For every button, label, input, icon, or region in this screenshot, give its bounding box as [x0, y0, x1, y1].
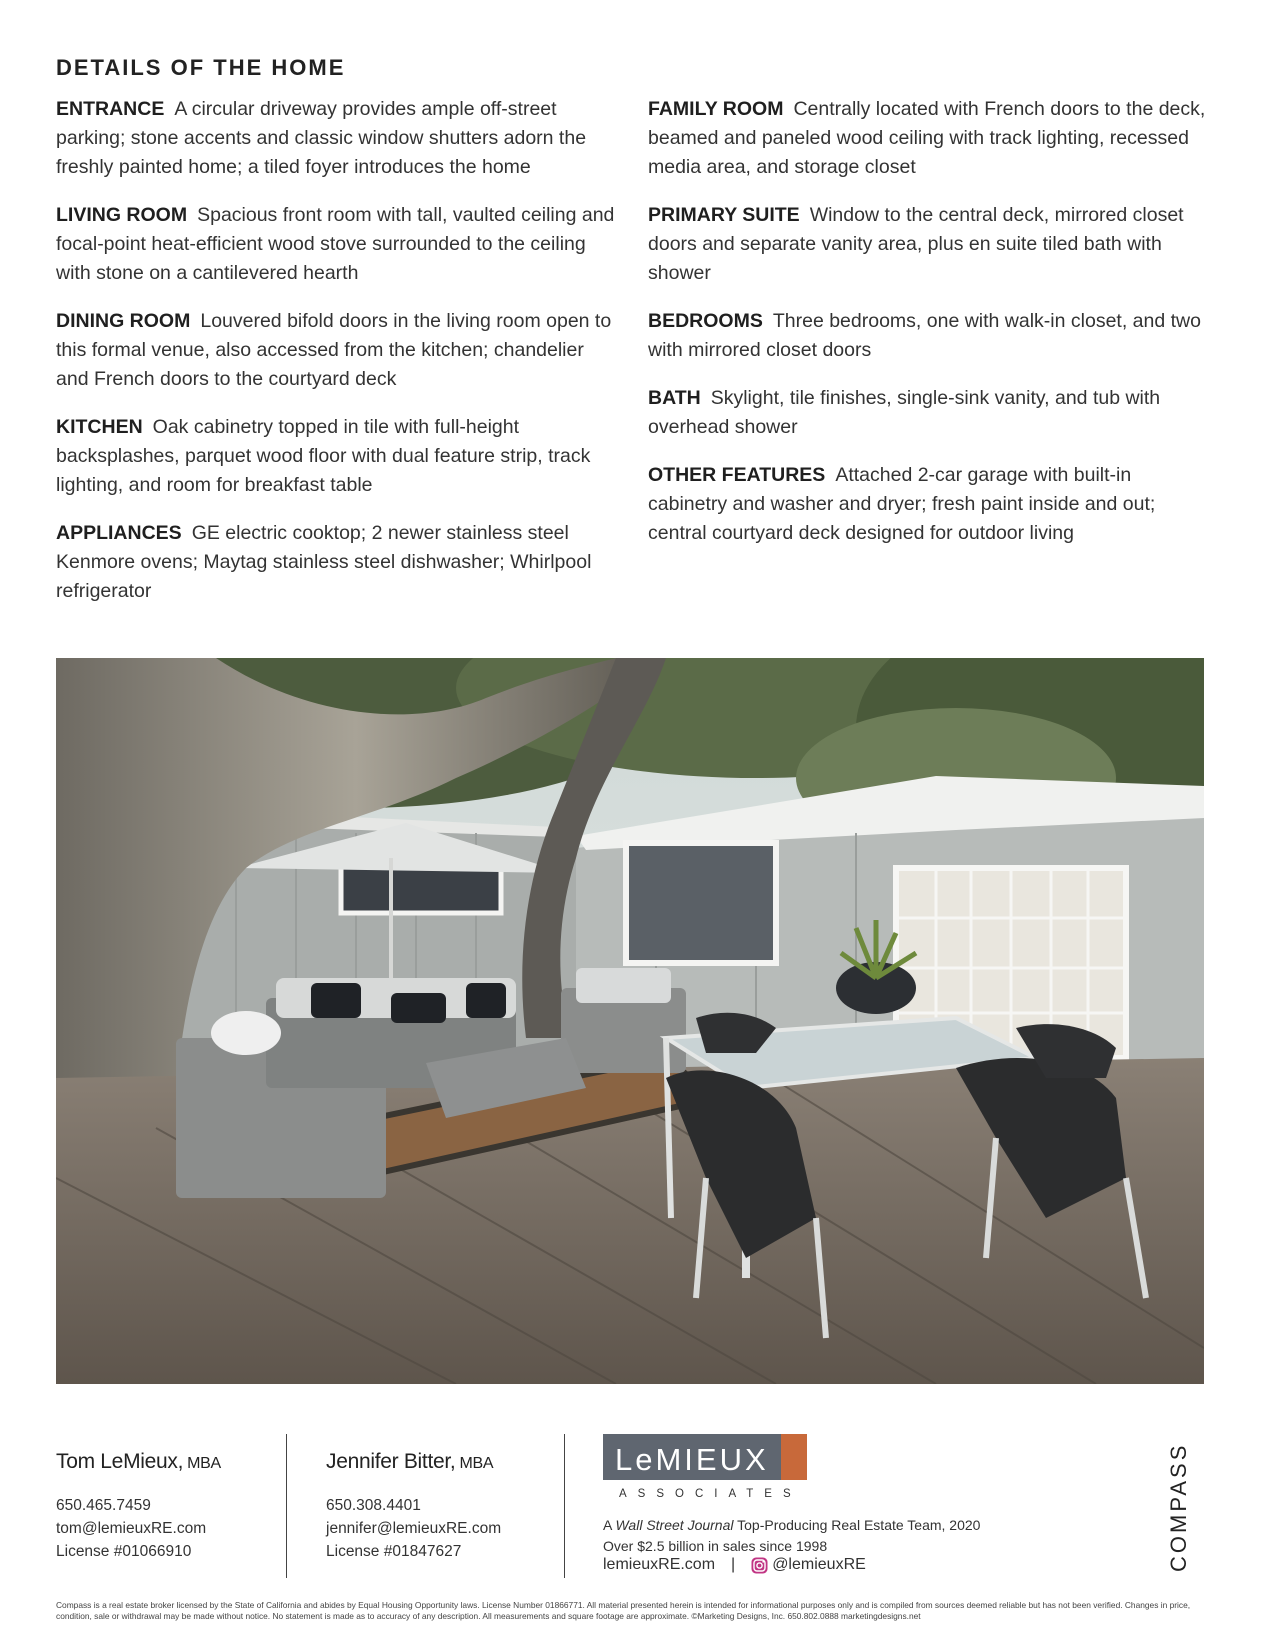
feature-label: LIVING ROOM [56, 204, 188, 226]
feature-label: APPLIANCES [56, 522, 182, 544]
agent-phone[interactable]: 650.465.7459 [56, 1497, 151, 1514]
agent-name: Jennifer Bitter, [326, 1450, 456, 1473]
feature-text: Skylight, tile finishes, single-sink vanity, and tub with overhead shower [648, 387, 1161, 438]
feature-text: Oak cabinetry topped in tile with full-height backsplashes, parquet wood floor with dual feature strip, track lighting, and room for breakfast table [56, 416, 591, 496]
features-right-column [648, 95, 1208, 567]
agent-phone[interactable]: 650.308.4401 [326, 1497, 421, 1514]
agent-card-jennifer [326, 1450, 501, 1563]
feature-bath [648, 384, 1208, 442]
feature-text: Attached 2-car garage with built-in cabinetry and washer and dryer; fresh paint inside and out; central courtyard deck designed for outdoor living [648, 464, 1156, 544]
compass-text: COMPASS [1166, 1442, 1191, 1572]
logo-sub-text: ASSOCIATES [619, 1488, 802, 1500]
feature-kitchen [56, 413, 616, 500]
feature-label: OTHER FEATURES [648, 464, 826, 486]
features-left-column [56, 95, 616, 625]
feature-appliances [56, 519, 616, 606]
brand-tagline: A Wall Street Journal Top-Producing Real Estate Team, 2020 [603, 1517, 981, 1533]
feature-text: Louvered bifold doors in the living room open to this formal venue, also accessed from the kitchen; chandelier and French doors to the courtyard deck [56, 310, 612, 390]
agent-credential: MBA [459, 1455, 494, 1472]
divider [286, 1434, 287, 1578]
compass-logo [1164, 1434, 1194, 1574]
legal-disclaimer: Compass is a real estate broker licensed by the State of California and abides by Equal Housing Opportunity laws. License Number 01866771. All material presented herein is intended for informational purposes only and is compiled from sources deemed reliable but has not been verified. Changes in price, condition, sale or withdrawal may be made without notice. No statement is made as to accuracy of any description. All measurements and square footage are approximate. ©Marketing Designs, Inc. 650.802.0888 marketingdesigns.net [56, 1600, 1191, 1621]
feature-family-room [648, 95, 1208, 182]
courtyard-deck-photo [56, 658, 1204, 1384]
footer [0, 1420, 1275, 1650]
feature-primary-suite [648, 201, 1208, 288]
agent-card-tom [56, 1450, 221, 1563]
feature-text: Window to the central deck, mirrored closet doors and separate vanity area, plus en suite tiled bath with shower [648, 204, 1184, 284]
lemieux-logo [603, 1434, 980, 1557]
publication-name: Wall Street Journal [615, 1517, 734, 1533]
feature-text: Centrally located with French doors to the deck, beamed and paneled wood ceiling with track lighting, recessed media area, and storage closet [648, 98, 1206, 178]
feature-text: Three bedrooms, one with walk-in closet, and two with mirrored closet doors [648, 310, 1201, 361]
feature-label: DINING ROOM [56, 310, 191, 332]
feature-living-room [56, 201, 616, 288]
feature-label: ENTRANCE [56, 98, 165, 120]
website-link[interactable]: lemieuxRE.com [603, 1556, 716, 1573]
instagram-handle[interactable]: @lemieuxRE [772, 1556, 866, 1573]
agent-credential: MBA [187, 1455, 221, 1472]
instagram-icon [751, 1557, 768, 1574]
agent-name-line [56, 1450, 221, 1474]
feature-label: KITCHEN [56, 416, 143, 438]
agent-license: License #01066910 [56, 1543, 192, 1560]
brand-links [603, 1556, 866, 1574]
section-title: DETAILS OF THE HOME [56, 55, 346, 80]
agent-license: License #01847627 [326, 1543, 462, 1560]
feature-bedrooms [648, 307, 1208, 365]
feature-label: FAMILY ROOM [648, 98, 784, 120]
feature-label: BEDROOMS [648, 310, 763, 332]
divider [564, 1434, 565, 1578]
logo-main-text: LeMIEUX [615, 1442, 769, 1477]
feature-label: BATH [648, 387, 701, 409]
feature-text: A circular driveway provides ample off-street parking; stone accents and classic window shutters adorn the freshly painted home; a tiled foyer introduces the home [56, 98, 587, 178]
link-separator: | [731, 1556, 736, 1573]
feature-other-features [648, 461, 1208, 548]
feature-text: GE electric cooktop; 2 newer stainless steel Kenmore ovens; Maytag stainless steel dishwasher; Whirlpool refrigerator [56, 522, 592, 602]
feature-text: Spacious front room with tall, vaulted ceiling and focal-point heat-efficient wood stove surrounded to the ceiling with stone on a cantilevered hearth [56, 204, 615, 284]
agent-name: Tom LeMieux, [56, 1450, 184, 1473]
agent-email[interactable]: jennifer@lemieuxRE.com [326, 1520, 502, 1537]
feature-entrance [56, 95, 616, 182]
brand-sales: Over $2.5 billion in sales since 1998 [603, 1538, 828, 1554]
feature-label: PRIMARY SUITE [648, 204, 800, 226]
agent-email[interactable]: tom@lemieuxRE.com [56, 1520, 207, 1537]
agent-name-line [326, 1450, 501, 1474]
feature-dining-room [56, 307, 616, 394]
